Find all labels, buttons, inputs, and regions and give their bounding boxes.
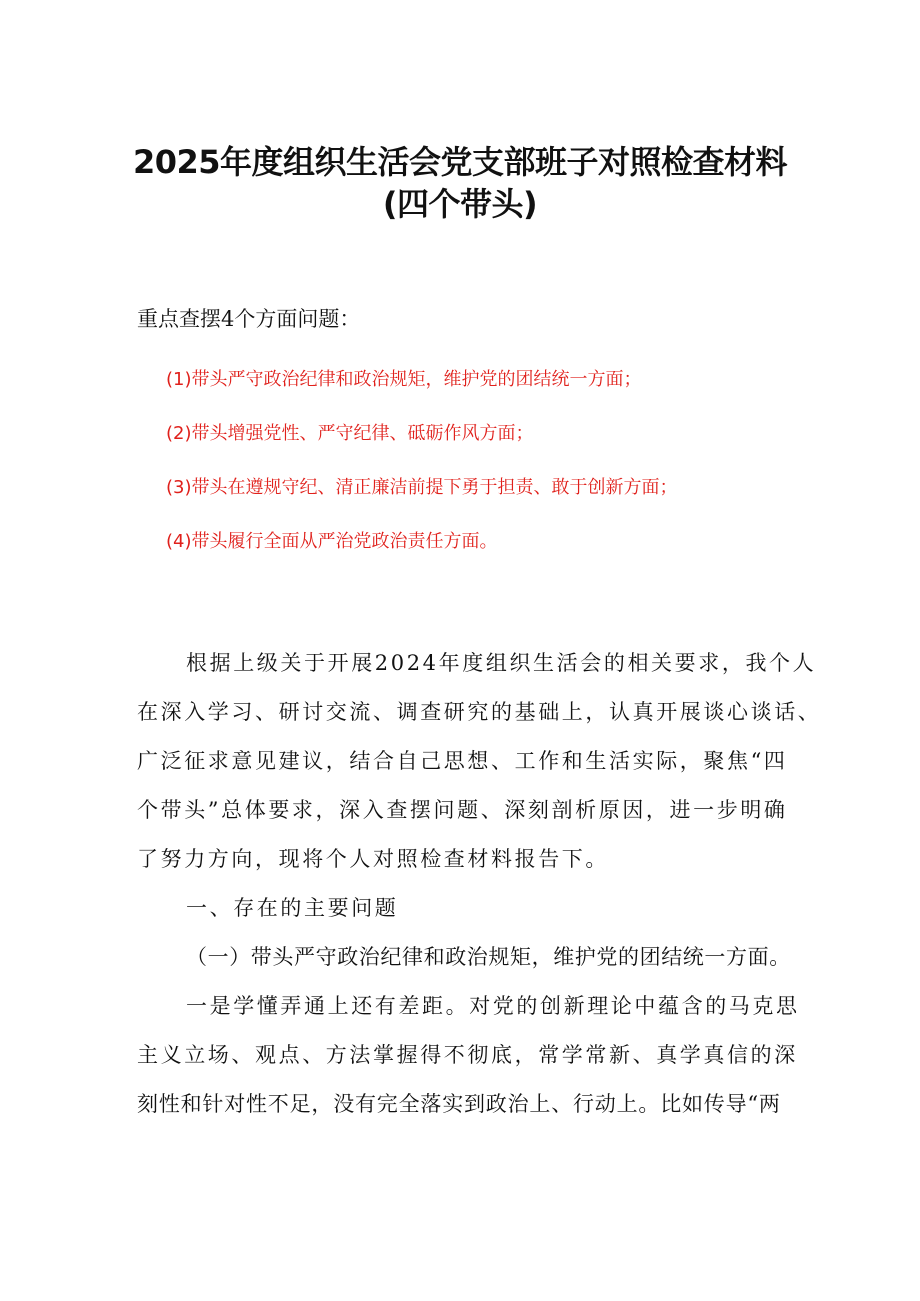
focus-item-3: (3)带头在遵规守纪、清正廉洁前提下勇于担责、敢于创新方面；	[166, 477, 678, 498]
body-line-2: 在深入学习、研讨交流、调查研究的基础上，认真开展谈心谈话、	[137, 700, 822, 724]
subsection-heading-1: （一）带头严守政治纪律和政治规矩，维护党的团结统一方面。	[186, 945, 791, 969]
body-line-3: 广泛征求意见建议，结合自己思想、工作和生活实际，聚焦“四	[137, 749, 788, 773]
focus-intro: 重点查摆4个方面问题：	[137, 307, 361, 331]
section-heading-1: 一、存在的主要问题	[186, 896, 399, 920]
body-line-5: 了努力方向，现将个人对照检查材料报告下。	[137, 847, 609, 871]
body-line-6: 一是学懂弄通上还有差距。对党的创新理论中蕴含的马克思	[186, 994, 800, 1018]
document-title-line2: (四个带头)	[382, 185, 538, 223]
body-line-8: 刻性和针对性不足，没有完全落实到政治上、行动上。比如传导“两	[137, 1092, 781, 1116]
focus-item-2: (2)带头增强党性、严守纪律、砥砺作风方面；	[166, 423, 534, 444]
body-line-7: 主义立场、观点、方法掌握得不彻底，常学常新、真学真信的深	[137, 1043, 798, 1067]
body-line-4: 个带头”总体要求，深入查摆问题、深刻剖析原因，进一步明确	[137, 798, 788, 822]
focus-item-1: (1)带头严守政治纪律和政治规矩，维护党的团结统一方面；	[166, 369, 642, 390]
body-line-1: 根据上级关于开展2024年度组织生活会的相关要求，我个人	[186, 651, 817, 675]
focus-item-4: (4)带头履行全面从严治党政治责任方面。	[166, 531, 498, 552]
document-title-line1: 2025年度组织生活会党支部班子对照检查材料	[132, 143, 788, 181]
